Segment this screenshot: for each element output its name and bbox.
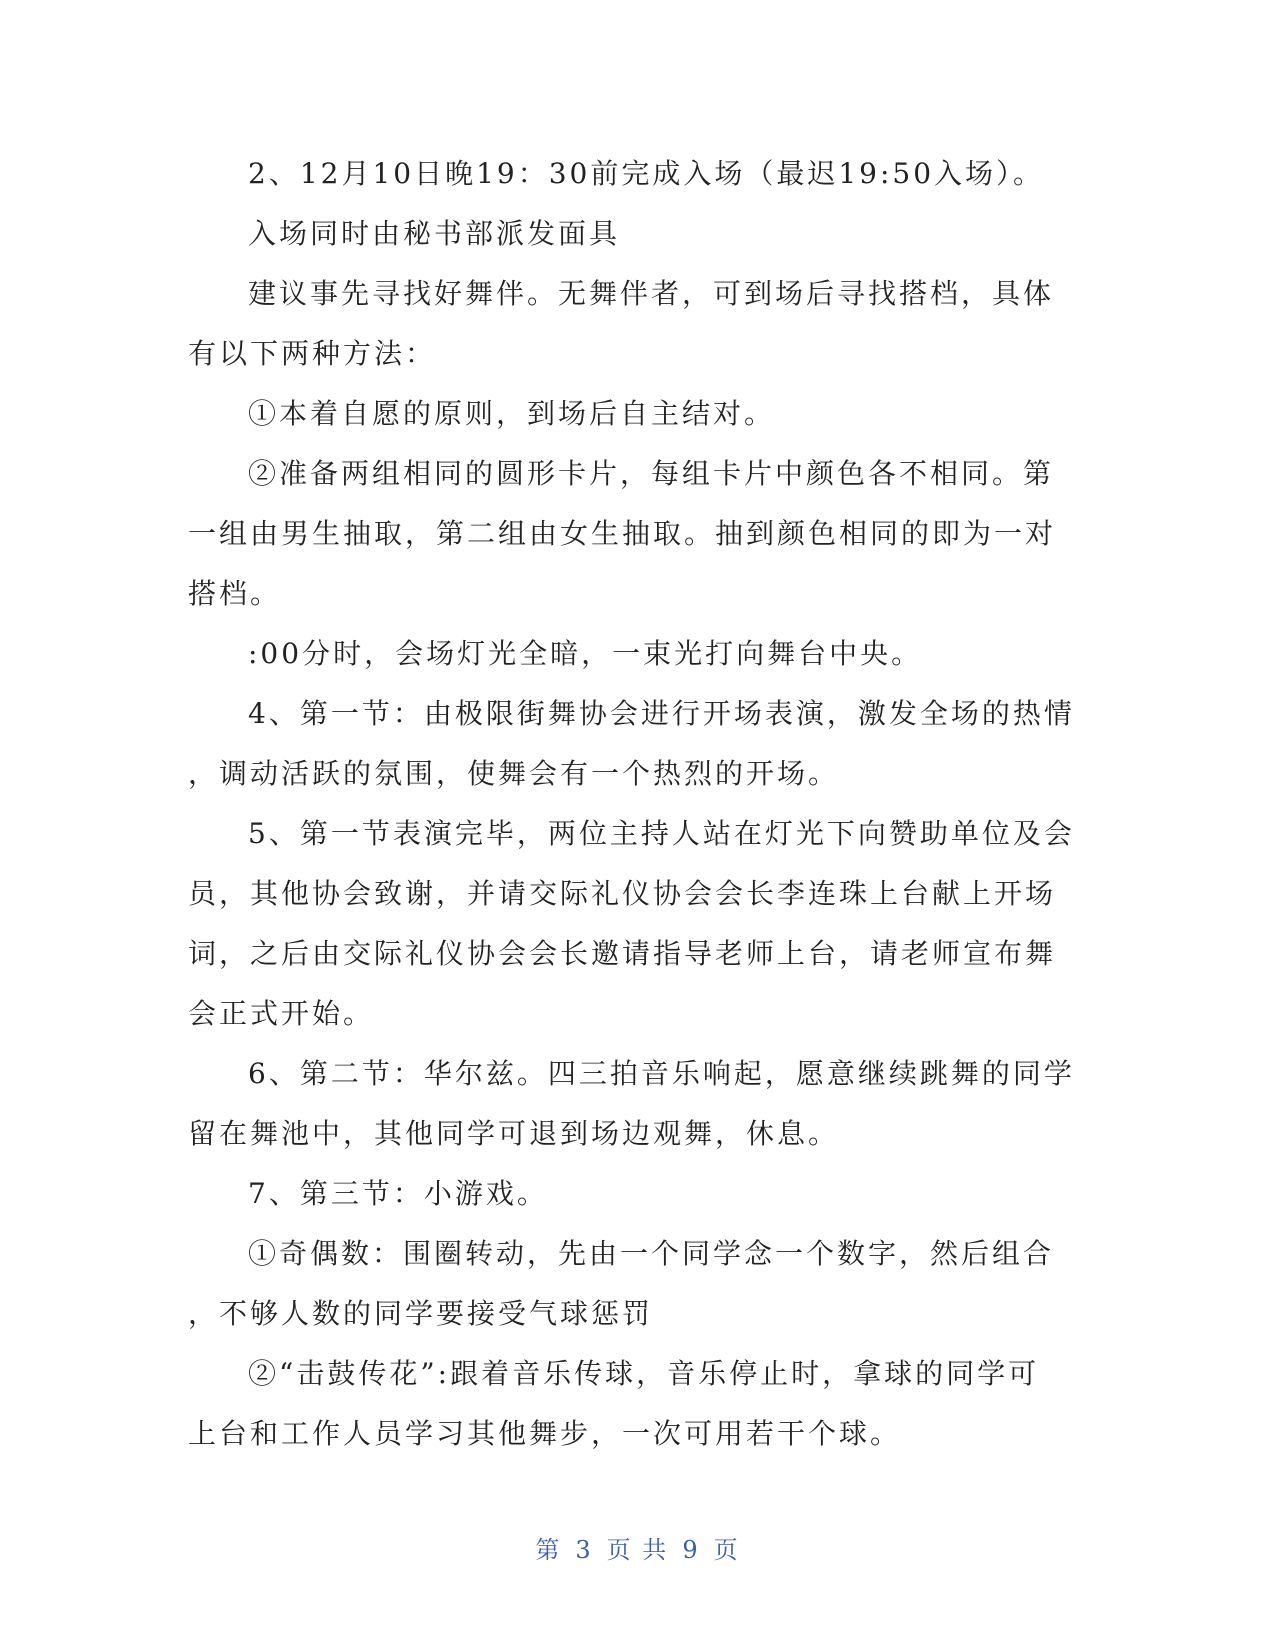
text-line: ①奇偶数：围圈转动，先由一个同学念一个数字，然后组合 bbox=[248, 1237, 1055, 1270]
text-line: 建议事先寻找好舞伴。无舞伴者，可到场后寻找搭档，具体 bbox=[248, 277, 1055, 310]
text-line: 词，之后由交际礼仪协会会长邀请指导老师上台，请老师宣布舞 bbox=[188, 937, 1057, 970]
text-line: 有以下两种方法： bbox=[188, 337, 437, 370]
text-line: ②准备两组相同的圆形卡片，每组卡片中颜色各不相同。第 bbox=[248, 457, 1055, 490]
text-line: 2、12月10日晚19：30前完成入场（最迟19:50入场）。 bbox=[248, 157, 1045, 190]
text-line: ②“击鼓传花”:跟着音乐传球，音乐停止时，拿球的同学可 bbox=[248, 1357, 1040, 1390]
total-page-number: 9 bbox=[682, 1536, 700, 1564]
text-line: 5、第一节表演完毕，两位主持人站在灯光下向赞助单位及会 bbox=[248, 817, 1075, 850]
text-line: 上台和工作人员学习其他舞步，一次可用若干个球。 bbox=[188, 1417, 902, 1450]
text-line: 7、第三节：小游戏。 bbox=[248, 1177, 548, 1210]
text-line: 留在舞池中，其他同学可退到场边观舞，休息。 bbox=[188, 1117, 840, 1150]
text-line: 搭档。 bbox=[188, 577, 282, 610]
text-line: ，不够人数的同学要接受气球惩罚 bbox=[188, 1297, 654, 1330]
text-line: 员，其他协会致谢，并请交际礼仪协会会长李连珠上台献上开场 bbox=[188, 877, 1057, 910]
footer-middle: 页 共 bbox=[606, 1536, 669, 1564]
footer-prefix: 第 bbox=[535, 1536, 562, 1564]
text-line: ①本着自愿的原则，到场后自主结对。 bbox=[248, 397, 776, 430]
text-line: 会正式开始。 bbox=[188, 997, 375, 1030]
text-line: 6、第二节：华尔兹。四三拍音乐响起，愿意继续跳舞的同学 bbox=[248, 1057, 1075, 1090]
text-line: :00分时，会场灯光全暗，一束光打向舞台中央。 bbox=[248, 637, 923, 670]
body-text bbox=[188, 144, 1088, 1464]
text-line: 入场同时由秘书部派发面具 bbox=[248, 217, 621, 250]
page-number-footer bbox=[0, 1530, 1275, 1565]
text-line: ，调动活跃的氛围，使舞会有一个热烈的开场。 bbox=[188, 757, 840, 790]
current-page-number: 3 bbox=[575, 1536, 593, 1564]
footer-suffix: 页 bbox=[713, 1536, 740, 1564]
text-line: 一组由男生抽取，第二组由女生抽取。抽到颜色相同的即为一对 bbox=[188, 517, 1057, 550]
text-line: 4、第一节：由极限街舞协会进行开场表演，激发全场的热情 bbox=[248, 697, 1075, 730]
